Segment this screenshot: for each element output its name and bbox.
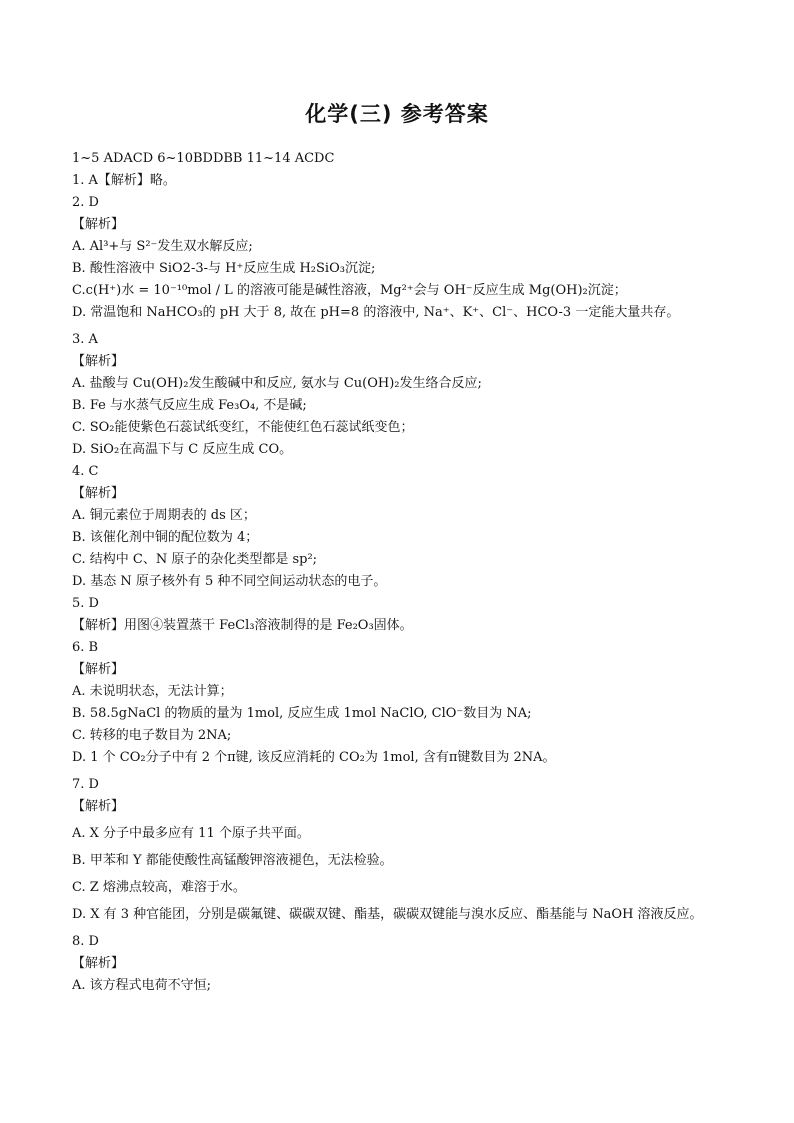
answer-line: D. SiO₂在高温下与 C 反应生成 CO。 <box>72 442 293 457</box>
answer-line-formula: C.c(H⁺)水 = 10⁻¹⁰mol / L 的溶液可能是碱性溶液，Mg²⁺会与 OH⁻反应生成 Mg(OH)₂沉淀； <box>72 283 627 298</box>
answer-line: A. 盐酸与 Cu(OH)₂发生酸碱中和反应, 氨水与 Cu(OH)₂发生络合反应; <box>72 376 482 391</box>
question-number: 2. D <box>72 195 99 210</box>
answer-line: D. 常温饱和 NaHCO₃的 pH 大于 8, 故在 pH=8 的溶液中, Na⁺、K⁺、Cl⁻、HCO-3 一定能大量共存。 <box>72 305 680 320</box>
answer-line: D. X 有 3 种官能团，分别是碳氟键、碳碳双键、酯基，碳碳双键能与溴水反应、酯基能与 NaOH 溶液反应。 <box>72 907 703 922</box>
analysis-label: 【解析】 <box>72 799 125 814</box>
answer-line: D. 基态 N 原子核外有 5 种不同空间运动状态的电子。 <box>72 574 387 589</box>
answer-line: C. Z 熔沸点较高，难溶于水。 <box>72 880 246 895</box>
answer-line: C. 转移的电子数目为 2NA; <box>72 728 232 743</box>
answer-line: D. 1 个 CO₂分子中有 2 个π键, 该反应消耗的 CO₂为 1mol, 含有π键数目为 2NA。 <box>72 750 556 765</box>
question-number: 4. C <box>72 464 99 479</box>
analysis-label: 【解析】 <box>72 217 125 232</box>
answer-line: 1. A【解析】略。 <box>72 173 176 188</box>
answer-line: B. 58.5gNaCl 的物质的量为 1mol, 反应生成 1mol NaClO, ClO⁻数目为 NA; <box>72 706 532 721</box>
answer-line: A. 未说明状态，无法计算； <box>72 684 233 699</box>
answer-line: B. 甲苯和 Y 都能使酸性高锰酸钾溶液褪色，无法检验。 <box>72 853 393 868</box>
answer-content <box>72 148 752 997</box>
answer-line: 【解析】用图④装置蒸干 FeCl₃溶液制得的是 Fe₂O₃固体。 <box>72 618 413 633</box>
answer-summary: 1~5 ADACD 6~10BDDBB 11~14 ACDC <box>72 151 335 166</box>
answer-line: C. 结构中 C、N 原子的杂化类型都是 sp²; <box>72 552 318 567</box>
analysis-label: 【解析】 <box>72 956 125 971</box>
analysis-label: 【解析】 <box>72 486 125 501</box>
question-number: 7. D <box>72 777 99 792</box>
question-number: 3. A <box>72 332 98 347</box>
answer-line: A. 铜元素位于周期表的 ds 区； <box>72 508 256 523</box>
answer-line: A. 该方程式电荷不守恒; <box>72 978 212 993</box>
answer-line: A. Al³+与 S²⁻发生双水解反应; <box>72 239 253 254</box>
question-number: 5. D <box>72 596 99 611</box>
answer-line: B. 该催化剂中铜的配位数为 4； <box>72 530 259 545</box>
question-number: 6. B <box>72 640 99 655</box>
answer-line: B. Fe 与水蒸气反应生成 Fe₃O₄, 不是碱; <box>72 398 307 413</box>
analysis-label: 【解析】 <box>72 354 125 369</box>
analysis-label: 【解析】 <box>72 662 125 677</box>
question-number: 8. D <box>72 934 99 949</box>
answer-line: C. SO₂能使紫色石蕊试纸变红，不能使红色石蕊试纸变色； <box>72 420 414 435</box>
answer-line: B. 酸性溶液中 SiO2-3-与 H⁺反应生成 H₂SiO₃沉淀; <box>72 261 376 276</box>
page-title: 化学(三) 参考答案 <box>305 102 489 126</box>
answer-line: A. X 分子中最多应有 11 个原子共平面。 <box>72 826 310 841</box>
